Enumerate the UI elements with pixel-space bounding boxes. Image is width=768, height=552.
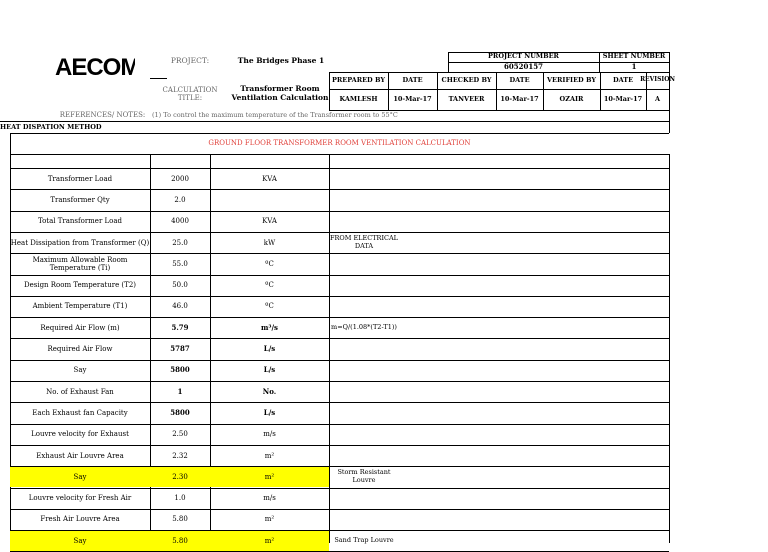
prepared-by: KAMLESH (339, 94, 378, 103)
date-label-1: DATE (402, 75, 423, 84)
prepared-by-label: PREPARED BY (332, 75, 385, 84)
row-note: Storm Resistant Louvre (337, 468, 391, 484)
aecom-logo (55, 52, 135, 82)
row-label: Total Transformer Load (37, 217, 123, 226)
row-label: No. of Exhaust Fan (46, 387, 114, 396)
row-value: 25.0 (172, 238, 188, 247)
row-unit: ºC (265, 302, 274, 311)
row-label: Louvre velocity for Fresh Air (28, 494, 132, 503)
row-label: Heat Dissipation from Transformer (Q) (10, 238, 150, 247)
row-unit: m/s (263, 430, 276, 439)
row-value: 2.50 (172, 430, 188, 439)
row-value: 5800 (170, 407, 190, 417)
date-1: 10-Mar-17 (393, 94, 432, 103)
row-label: Required Air Flow (47, 345, 113, 354)
project-label: PROJECT: (170, 55, 210, 65)
row-value: 50.0 (172, 281, 188, 290)
row-value: 2.30 (172, 472, 188, 481)
row-label: Say (73, 472, 87, 481)
row-unit: ºC (265, 281, 274, 290)
sheet-number-label: SHEET NUMBER (602, 52, 666, 61)
row-unit: m² (264, 536, 275, 545)
date-3: 10-Mar-17 (603, 94, 643, 103)
date-label-3: DATE (612, 75, 634, 84)
row-value: 1.0 (174, 494, 186, 503)
row-value: 1 (177, 386, 183, 396)
section-title (10, 133, 669, 154)
row-unit: m² (264, 515, 275, 524)
calc-title: Transformer Room Ventilation Calculation (231, 84, 329, 102)
row-label: Transformer Load (47, 174, 113, 183)
revision-label: REVISION (640, 76, 675, 84)
row-unit: KVA (262, 217, 277, 226)
row-unit (210, 189, 329, 210)
row-unit: L/s (263, 407, 276, 417)
project-number-label: PROJECT NUMBER (488, 52, 559, 61)
row-unit: ºC (265, 259, 274, 268)
date-2: 10-Mar-17 (500, 94, 539, 103)
row-value: 2000 (171, 174, 189, 183)
row-label: Transformer Qty (50, 195, 110, 204)
row-label: Louvre velocity for Exhaust (31, 430, 129, 439)
row-unit: L/s (263, 344, 276, 354)
row-unit: m² (264, 472, 275, 481)
row-value: 5.79 (171, 322, 189, 332)
row-label: Say (73, 366, 87, 375)
calc-title-label: CALCULATION TITLE: (162, 85, 218, 102)
row-value: 5800 (170, 365, 190, 375)
row-note: FROM ELECTRICAL DATA (329, 234, 398, 250)
row-label: Design Room Temperature (T2) (23, 281, 137, 290)
row-unit: No. (262, 386, 277, 396)
references-label: REFERENCES/ NOTES: (59, 111, 146, 120)
row-label: Maximum Allowable Room Temperature (Ti) (32, 255, 128, 272)
row-label: Each Exhaust fan Capacity (32, 408, 128, 417)
row-unit: m³/s (261, 322, 278, 332)
logo-text: AECOM (55, 54, 135, 81)
row-value: 2.32 (172, 451, 188, 460)
verified-by: OZAIR (559, 94, 584, 103)
row-unit: m/s (263, 494, 276, 503)
row-note: m=Q/(1.08*(T2-T1)) (331, 323, 397, 331)
row-value: 5.80 (172, 515, 188, 524)
checked-by: TANVEER (448, 94, 485, 103)
section-title-text: GROUND FLOOR TRANSFORMER ROOM VENTILATION CALCULATION (208, 139, 471, 148)
row-unit: KVA (262, 174, 277, 183)
row-value: 5787 (170, 344, 190, 354)
row-label: Ambient Temperature (T1) (32, 302, 128, 311)
revision: A (654, 94, 661, 103)
row-value: 5.80 (172, 536, 188, 545)
row-unit: L/s (263, 365, 276, 375)
sheet-number: 1 (631, 61, 637, 71)
project-name: The Bridges Phase 1 (237, 55, 325, 65)
row-label: Fresh Air Louvre Area (40, 515, 120, 524)
row-value: 2.0 (174, 195, 186, 204)
row-value: 4000 (171, 217, 189, 226)
row-label: Required Air Flow (m) (40, 323, 120, 332)
row-label: Exhaust Air Louvre Area (36, 451, 124, 460)
row-label: Say (73, 536, 87, 545)
verified-by-label: VERIFIED BY (547, 75, 596, 84)
row-value: 55.0 (172, 259, 188, 268)
checked-by-label: CHECKED BY (441, 75, 492, 84)
row-note: Sand Trap Louvre (334, 536, 394, 544)
project-number: 60520157 (504, 61, 543, 71)
method-title: HEAT DISPATION METHOD (0, 122, 102, 131)
date-label-2: DATE (509, 75, 530, 84)
row-unit: kW (263, 238, 276, 247)
references-text: (1) To control the maximum temperature of the Transformer room to 55°C (152, 110, 398, 119)
row-unit: m² (264, 451, 275, 460)
row-value: 46.0 (172, 302, 188, 311)
